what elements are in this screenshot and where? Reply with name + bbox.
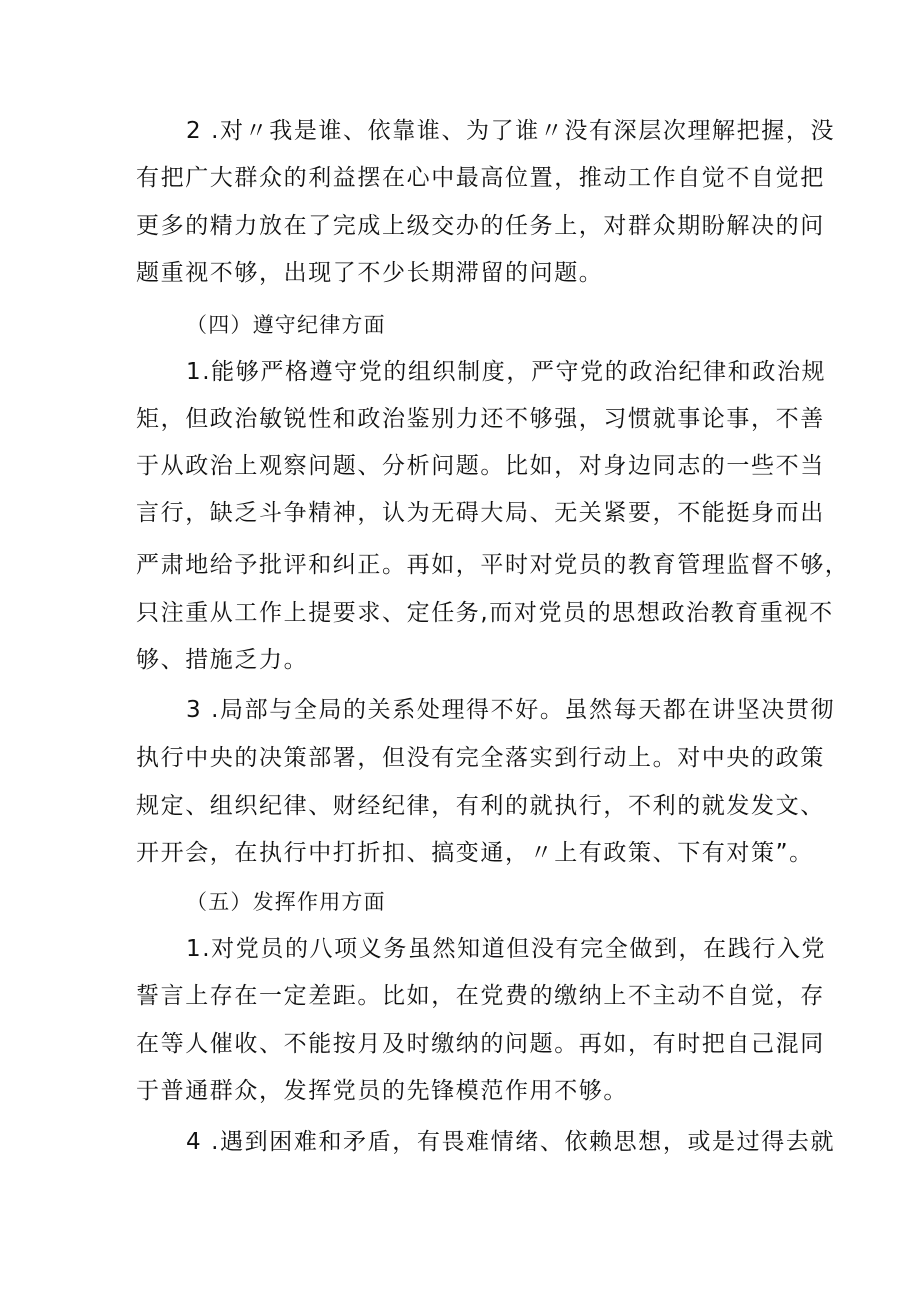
text-line: 1.能够严格遵守党的组织制度，严守党的政治纪律和政治规 (186, 359, 827, 385)
text-line: 2 .对〃我是谁、依靠谁、为了谁〃没有深层次理解把握，没 (186, 118, 836, 144)
text-line: 3 .局部与全局的关系处理得不好。虽然每天都在讲坚决贯彻 (186, 697, 836, 723)
text-line: 够、措施乏力。 (136, 647, 309, 673)
section-heading: （四）遵守纪律方面 (186, 313, 386, 337)
text-line: 于普通群众，发挥党员的先锋模范作用不够。 (136, 1078, 628, 1104)
text-line: 开开会，在执行中打折扣、搞变通，〃上有政策、下有对策”。 (136, 840, 814, 866)
section-heading: （五）发挥作用方面 (186, 890, 386, 914)
text-line: 有把广大群众的利益摆在心中最高位置，推动工作自觉不自觉把 (136, 165, 825, 191)
text-line: 誓言上存在一定差距。比如，在党费的缴纳上不主动不自觉，存 (136, 983, 825, 1009)
text-line: 1.对党员的八项义务虽然知道但没有完全做到，在践行入党 (186, 936, 827, 962)
text-line: 矩，但政治敏锐性和政治鉴别力还不够强，习惯就事论事，不善 (136, 406, 825, 432)
text-line: 于从政治上观察问题、分析问题。比如，对身边同志的一些不当 (136, 453, 825, 479)
text-line: 规定、组织纪律、财经纪律，有利的就执行，不利的就发发文、 (136, 793, 825, 819)
text-line: 严肃地给予批评和纠正。再如，平时对党员的教育管理监督不够， (136, 552, 850, 578)
text-line: 言行，缺乏斗争精神，认为无碍大局、无关紧要，不能挺身而出 (136, 500, 825, 526)
text-line: 只注重从工作上提要求、定任务,而对党员的思想政治教育重视不 (136, 600, 834, 626)
text-line: 题重视不够，出现了不少长期滞留的问题。 (136, 260, 604, 286)
text-line: 在等人催收、不能按月及时缴纳的问题。再如，有时把自己混同 (136, 1031, 825, 1057)
text-line: 执行中央的决策部署，但没有完全落实到行动上。对中央的政策 (136, 745, 825, 771)
text-line: 更多的精力放在了完成上级交办的任务上，对群众期盼解决的问 (136, 213, 825, 239)
text-line: 4 .遇到困难和矛盾，有畏难情绪、依赖思想，或是过得去就 (186, 1129, 836, 1155)
